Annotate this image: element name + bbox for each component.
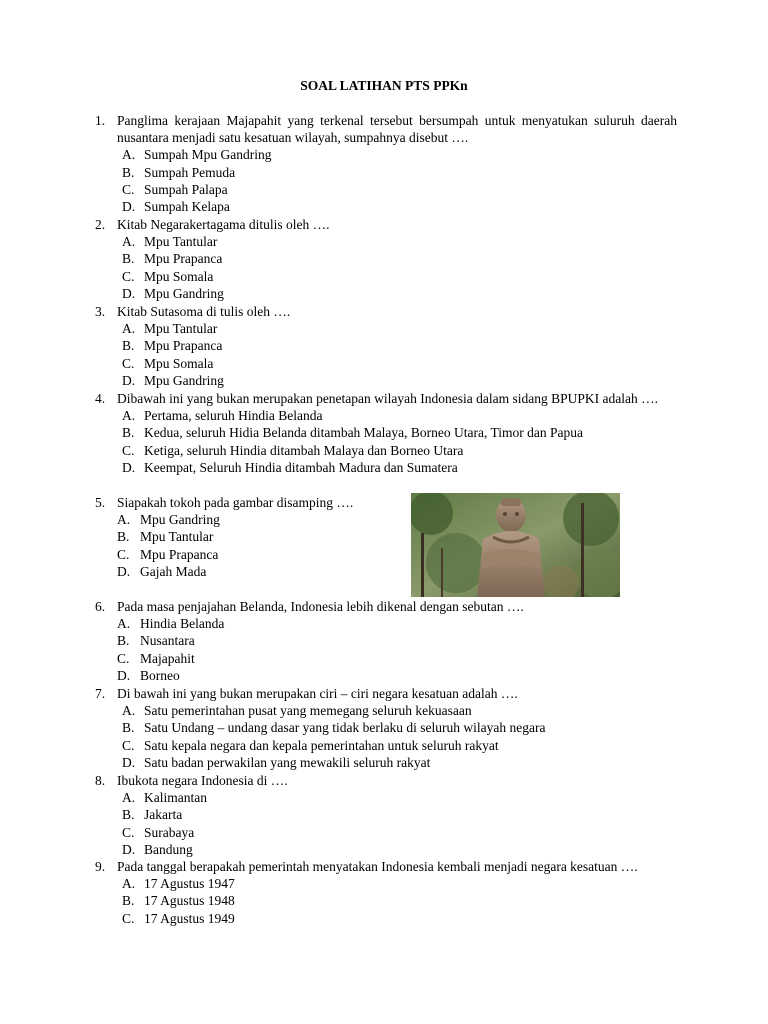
option-letter: D.	[122, 459, 136, 475]
option-letter: D.	[122, 372, 136, 388]
option-letter: D.	[117, 667, 131, 683]
option-c	[95, 650, 677, 667]
option-text: Ketiga, seluruh Hindia ditambah Malaya dan Borneo Utara	[144, 442, 464, 458]
option-text: Bandung	[144, 841, 193, 857]
option-text: Borneo	[140, 667, 180, 683]
option-letter: A.	[122, 321, 136, 337]
option-letter: C.	[122, 442, 135, 458]
option-letter: A.	[117, 616, 131, 632]
option-text: Mpu Prapanca	[140, 546, 219, 562]
option-text: Nusantara	[140, 633, 195, 649]
option-letter: C.	[122, 181, 135, 197]
option-text: Mpu Prapanca	[144, 338, 223, 354]
option-text: Sumpah Pemuda	[144, 164, 236, 180]
option-a	[95, 875, 677, 892]
question-6	[95, 598, 677, 684]
option-text: Satu badan perwakilan yang mewakili seluruh rakyat	[144, 754, 431, 770]
question-number: 7.	[95, 686, 106, 701]
option-a	[95, 702, 677, 719]
option-letter: A.	[122, 790, 136, 806]
question-number: 3.	[95, 304, 106, 319]
option-a	[95, 146, 677, 163]
option-text: Majapahit	[140, 650, 195, 666]
option-d	[95, 459, 677, 476]
question-number: 8.	[95, 773, 106, 788]
question-2	[95, 216, 677, 302]
option-text: Keempat, Seluruh Hindia ditambah Madura dan Sumatera	[144, 459, 458, 475]
option-text: Mpu Tantular	[144, 321, 218, 337]
option-a	[95, 407, 677, 424]
option-letter: B.	[122, 807, 135, 823]
question-8	[95, 772, 677, 858]
option-letter: A.	[122, 408, 136, 424]
option-text: Sumpah Mpu Gandring	[144, 147, 272, 163]
option-text: Satu pemerintahan pusat yang memegang seluruh kekuasaan	[144, 703, 472, 719]
option-letter: C.	[117, 650, 130, 666]
question-number: 6.	[95, 599, 106, 614]
option-a	[95, 320, 677, 337]
option-letter: B.	[117, 633, 130, 649]
option-b	[95, 632, 677, 649]
option-text: 17 Agustus 1949	[144, 910, 235, 926]
option-text: Mpu Somala	[144, 355, 214, 371]
question-3	[95, 303, 677, 389]
option-a	[95, 511, 405, 528]
question-5	[95, 494, 405, 580]
question-text: Di bawah ini yang bukan merupakan ciri – ciri negara kesatuan adalah ….	[117, 686, 518, 701]
question-4	[95, 390, 677, 476]
option-letter: C.	[117, 546, 130, 562]
option-letter: B.	[122, 425, 135, 441]
option-b	[95, 250, 677, 267]
option-b	[95, 337, 677, 354]
statue-photo	[411, 493, 620, 597]
option-b	[95, 892, 677, 909]
option-text: Surabaya	[144, 824, 195, 840]
question-text: Pada tanggal berapakah pemerintah menyatakan Indonesia kembali menjadi negara kesatuan ….	[117, 859, 638, 874]
question-text: Kitab Sutasoma di tulis oleh ….	[117, 304, 291, 319]
option-a	[95, 233, 677, 250]
option-d	[95, 563, 405, 580]
option-text: Jakarta	[144, 807, 183, 823]
option-text: Mpu Gandring	[144, 285, 224, 301]
question-text: Pada masa penjajahan Belanda, Indonesia lebih dikenal dengan sebutan ….	[117, 599, 524, 614]
option-letter: B.	[117, 529, 130, 545]
page-title: SOAL LATIHAN PTS PPKn	[300, 78, 468, 93]
question-text: Siapakah tokoh pada gambar disamping ….	[117, 495, 354, 510]
option-letter: D.	[122, 285, 136, 301]
option-letter: B.	[122, 164, 135, 180]
option-c	[95, 910, 677, 927]
option-letter: C.	[122, 355, 135, 371]
option-d	[95, 285, 677, 302]
option-c	[95, 181, 677, 198]
option-letter: D.	[122, 841, 136, 857]
option-c	[95, 546, 405, 563]
option-b	[95, 424, 677, 441]
option-c	[95, 355, 677, 372]
option-letter: D.	[122, 754, 136, 770]
option-letter: A.	[122, 703, 136, 719]
option-a	[95, 789, 677, 806]
option-letter: B.	[122, 251, 135, 267]
option-c	[95, 824, 677, 841]
option-letter: C.	[122, 824, 135, 840]
option-b	[95, 806, 677, 823]
option-letter: C.	[122, 268, 135, 284]
option-text: 17 Agustus 1947	[144, 876, 235, 892]
option-text: Satu kepala negara dan kepala pemerintahan untuk seluruh rakyat	[144, 737, 499, 753]
question-number: 4.	[95, 391, 106, 406]
option-letter: A.	[122, 234, 136, 250]
option-letter: D.	[122, 198, 136, 214]
option-text: Mpu Somala	[144, 268, 214, 284]
option-text: Mpu Tantular	[140, 529, 214, 545]
option-letter: B.	[122, 720, 135, 736]
option-b	[95, 528, 405, 545]
option-b	[95, 719, 677, 736]
option-c	[95, 268, 677, 285]
option-d	[95, 372, 677, 389]
option-c	[95, 442, 677, 459]
option-letter: B.	[122, 338, 135, 354]
option-d	[95, 198, 677, 215]
question-number: 9.	[95, 859, 106, 874]
question-number: 1.	[95, 113, 106, 128]
question-text: Dibawah ini yang bukan merupakan penetapan wilayah Indonesia dalam sidang BPUPKI adalah ….	[117, 391, 658, 406]
option-letter: C.	[122, 737, 135, 753]
option-text: Mpu Tantular	[144, 234, 218, 250]
question-text: Kitab Negarakertagama ditulis oleh ….	[117, 217, 330, 232]
question-text: Ibukota negara Indonesia di ….	[117, 773, 288, 788]
option-text: Sumpah Palapa	[144, 181, 228, 197]
option-text: Pertama, seluruh Hindia Belanda	[144, 408, 323, 424]
option-text: Kalimantan	[144, 790, 207, 806]
question-number: 2.	[95, 217, 106, 232]
option-letter: A.	[122, 147, 136, 163]
option-letter: C.	[122, 910, 135, 926]
option-text: Hindia Belanda	[140, 616, 225, 632]
option-text: Mpu Gandring	[144, 372, 224, 388]
question-1	[95, 112, 677, 215]
question-7	[95, 685, 677, 771]
option-text: Kedua, seluruh Hidia Belanda ditambah Malaya, Borneo Utara, Timor dan Papua	[144, 425, 584, 441]
option-letter: D.	[117, 563, 131, 579]
option-letter: B.	[122, 893, 135, 909]
option-text: 17 Agustus 1948	[144, 893, 235, 909]
option-text: Mpu Gandring	[140, 512, 220, 528]
statue-photo-graphic	[411, 493, 620, 597]
option-b	[95, 164, 677, 181]
option-d	[95, 667, 677, 684]
option-text: Gajah Mada	[140, 563, 207, 579]
question-9	[95, 858, 677, 927]
option-text: Mpu Prapanca	[144, 251, 223, 267]
option-letter: A.	[117, 512, 131, 528]
question-text: Panglima kerajaan Majapahit yang terkenal tersebut bersumpah untuk menyatukan suluruh daerah nusantara menjadi satu kesatuan wilayah, sumpahnya disebut ….	[117, 113, 677, 146]
option-text: Satu Undang – undang dasar yang tidak berlaku di seluruh wilayah negara	[144, 720, 546, 736]
option-a	[95, 615, 677, 632]
question-number: 5.	[95, 495, 106, 510]
option-d	[95, 754, 677, 771]
option-letter: A.	[122, 876, 136, 892]
option-c	[95, 737, 677, 754]
option-d	[95, 841, 677, 858]
option-text: Sumpah Kelapa	[144, 198, 230, 214]
